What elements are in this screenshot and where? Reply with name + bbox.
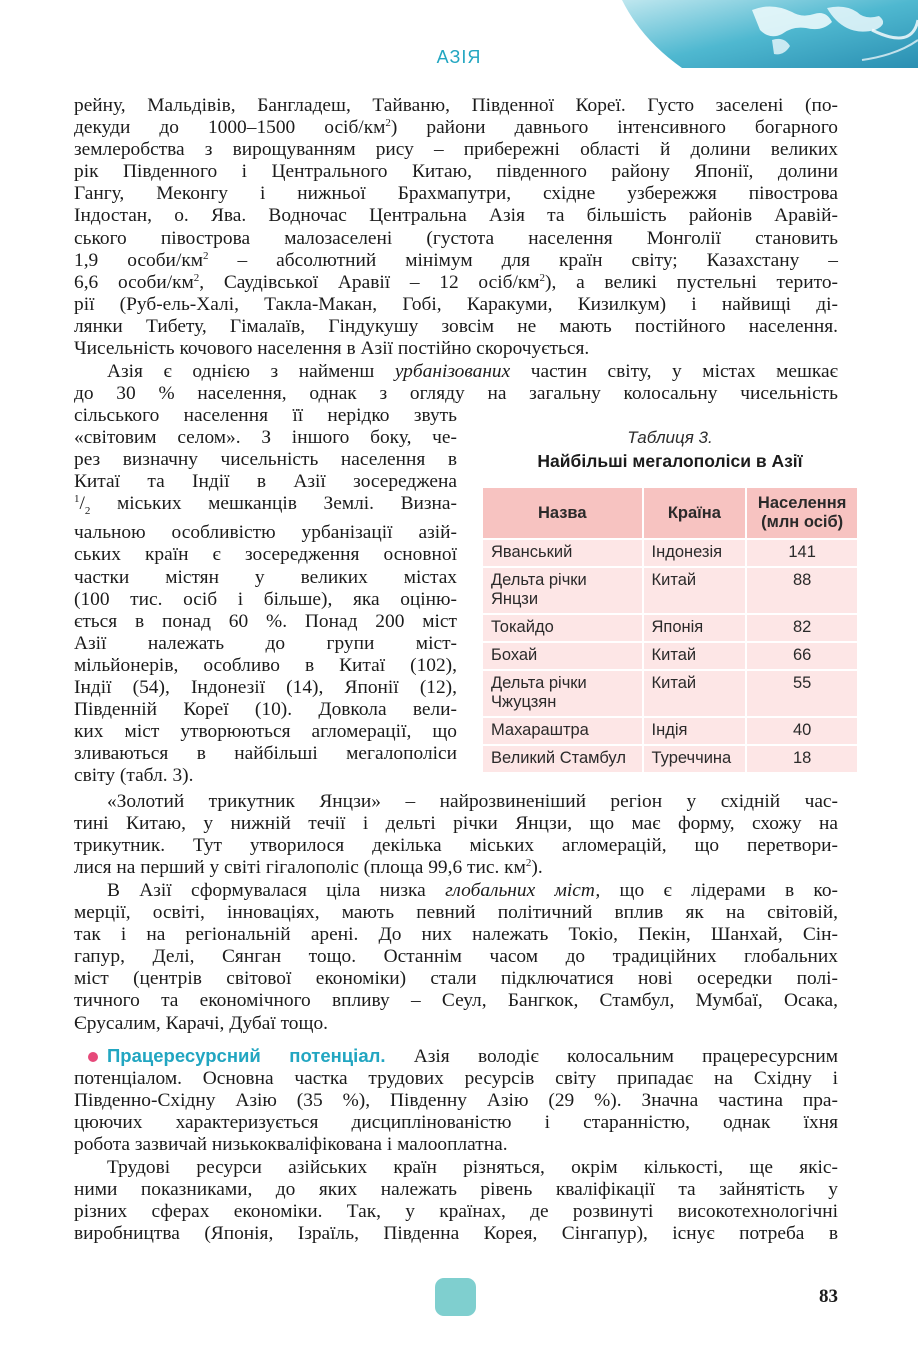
cell-population: 141 (746, 539, 858, 567)
text-line: $^1/_2$ міських мешканців Землі. Визна- (74, 493, 457, 518)
cell-country: Китай (643, 567, 747, 614)
cell-population: 88 (746, 567, 858, 614)
running-title: АЗІЯ (436, 47, 482, 67)
text-line: Китаї та Індії в Азії зосереджена (74, 471, 457, 493)
text-line: рік Південного і Центрального Китаю, південного району Японії, долини (74, 161, 838, 183)
text-line: частки містян у великих містах (74, 566, 457, 588)
cell-country: Китай (643, 642, 747, 670)
cell-country: Японія (643, 614, 747, 642)
text-line: «Золотий трикутник Янцзи» – найрозвиненіший регіон у східній час- (107, 791, 838, 812)
text-line: виробництва (Японія, Ізраїль, Південна Корея, Сінгапур), існує потреба в (74, 1223, 838, 1245)
text-line: потенціалом. Основна частка трудових ресурсів світу припадає на Східну і (74, 1068, 838, 1090)
text-line: рез визначну чисельність населення в (74, 449, 457, 471)
text-line: (100 тис. осіб і більше), яка оціню- (74, 588, 457, 610)
text-line: тині Китаю, у нижній течії і дельті річки Янцзи, що має форму, схожу на (74, 813, 838, 835)
text-line: цюючих характеризується дисциплінованістю і старанністю, однак їхня (74, 1112, 838, 1134)
text-line: Чисельність кочового населення в Азії постійно скорочується. (74, 338, 590, 360)
text-line: 6,6 особи/$км^2$, Саудівської Аравії – 12 осіб/$км^2$), а великі пустельні терито- (74, 271, 838, 293)
cell-country: Індонезія (643, 539, 747, 567)
text-line: робота зазвичай низькокваліфікована і малооплатна. (74, 1134, 508, 1156)
text-line: трикутник. Тут утворилося декілька міських агломерацій, що перетвори- (74, 835, 838, 857)
section-heading: Працересурсний потенціал. (107, 1045, 386, 1066)
text-line: Працересурсний потенціал. Азія володіє колосальним працересурсним (107, 1045, 838, 1067)
text-line: Індії (54), Індонезії (14), Японії (12), (74, 677, 457, 698)
paragraph-2-narrow (74, 405, 457, 787)
text-line: 1,9 особи/$км^2$ – абсолютний мінімум для країн світу; Казахстану – (74, 249, 839, 271)
text-line: мерції, освіті, інноваціях, мають певний політичний вплив як на світовій, (74, 902, 838, 924)
text-line: декуди до 1000–1500 осіб/$км^2$) райони давнього інтенсивного богарного (74, 117, 838, 139)
table-number: Таблиця 3. (627, 428, 713, 447)
page-number: 83 (819, 1286, 838, 1307)
table-row (482, 642, 858, 670)
megalopolis-table (481, 486, 859, 774)
text-line: Південно-Східну Азію (35 %), Південну Азію (29 %). Значна частина пра- (74, 1090, 838, 1112)
text-line: мільйонерів, особливо в Китаї (102), (74, 654, 457, 676)
paragraph-5 (74, 1045, 838, 1156)
text-line: лися на перший у світі гігалополіс (площа 99,6 тис. $км^2$). (74, 857, 543, 879)
paragraph-2 (74, 361, 838, 405)
header-name: Назва (482, 487, 643, 539)
text-line: ких міст утворюються агломерації, що (74, 721, 457, 743)
cell-population: 18 (746, 745, 858, 773)
text-line: ського півострова малозаселені (густота населення Монголії становить (74, 227, 838, 249)
text-line: Трудові ресурси азійських країн різняться, окрім кількості, ще якіс- (107, 1157, 838, 1178)
text-line: ських країн є зосередження основної (74, 544, 457, 566)
text-line: гапур, Делі, Сянган тощо. Останнім часом до традиційних глобальних (74, 946, 838, 968)
text-line: Гангу, Меконгу і нижньої Брахмапутри, східне узбережжя півострова (74, 183, 838, 205)
cell-population: 82 (746, 614, 858, 642)
text-line: Індостан, о. Ява. Водночас Центральна Азія та більшість районів Аравій- (74, 205, 838, 227)
text-line: «світовим селом». З іншого боку, че- (74, 427, 457, 449)
text-line: ними показниками, до яких належать рівень кваліфікації та зайнятість у (74, 1179, 838, 1201)
cell-name: Махараштра (482, 717, 643, 745)
table-row (482, 614, 858, 642)
paragraph-3 (74, 791, 838, 879)
text-line: Азія є однією з найменш урбанізованих частин світу, у містах мешкає (107, 361, 838, 382)
cell-country: Індія (643, 717, 747, 745)
table-header-row (482, 487, 858, 539)
text-line: ється в понад 60 %. Понад 200 міст (74, 610, 457, 632)
text-line: В Азії сформувалася ціла низка глобальних міст, що є лідерами в ко- (107, 880, 839, 901)
cell-name: Яванський (482, 539, 643, 567)
table-row (482, 717, 858, 745)
cell-country: Китай (643, 670, 747, 717)
text-line: рії (Руб-ель-Халі, Такла-Макан, Гобі, Каракуми, Кизилкум) і найвищі ді- (74, 293, 838, 315)
page-tab-marker (435, 1278, 476, 1316)
text-line: сільського населення її нерідко звуть (74, 405, 457, 426)
text-line: чальною особливістю урбанізації азій- (74, 522, 457, 544)
text-line: тичного та економічного впливу – Сеул, Бангкок, Стамбул, Мумбаї, Осака, (74, 990, 838, 1012)
paragraph-1 (74, 95, 838, 360)
cell-name: Токайдо (482, 614, 643, 642)
text-line: Єрусалим, Карачі, Дубаї тощо. (74, 1012, 328, 1034)
cell-population: 66 (746, 642, 858, 670)
paragraph-6 (74, 1157, 838, 1245)
table-row (482, 539, 858, 567)
cell-population: 40 (746, 717, 858, 745)
table-caption (481, 428, 859, 472)
text-line: до 30 % населення, однак з огляду на загальну колосальну чисельність (74, 383, 838, 405)
text-line: міст (центрів світової економіки) стали підключатися нові осередки полі- (74, 968, 838, 990)
text-line: Азії належать до групи міст- (74, 632, 457, 654)
text-line: Південній Кореї (10). Довкола вели- (74, 699, 457, 721)
table-title: Найбільші мегалополіси в Азії (537, 451, 803, 471)
text-line: різних сферах економіки. Так, у країнах, де розвинуті високотехнологічні (74, 1201, 838, 1223)
header-country: Країна (643, 487, 747, 539)
text-line: лянки Тибету, Гімалаїв, Гіндукушу зовсім не мають постійного населення. (74, 315, 838, 337)
table-row (482, 670, 858, 717)
text-line: так і на регіональній арені. До них належать Токіо, Пекін, Шанхай, Сін- (74, 924, 838, 946)
table-row (482, 567, 858, 614)
text-line: землеробства з вирощуванням рису – прибережні області й долини великих (74, 139, 838, 161)
text-line: зливаються в найбільші мегалополіси (74, 743, 457, 765)
table-row (482, 745, 858, 773)
cell-name: Бохай (482, 642, 643, 670)
paragraph-4 (74, 880, 838, 1035)
text-line: світу (табл. 3). (74, 765, 194, 787)
cell-population: 55 (746, 670, 858, 717)
header-population: Населення (млн осіб) (746, 487, 858, 539)
cell-name: Дельта річки Янцзи (482, 567, 643, 614)
cell-country: Туреччина (643, 745, 747, 773)
text-line: рейну, Мальдівів, Бангладеш, Тайваню, Південної Кореї. Густо заселені (по- (74, 95, 838, 116)
cell-name: Дельта річки Чжуцзян (482, 670, 643, 717)
cell-name: Великий Стамбул (482, 745, 643, 773)
